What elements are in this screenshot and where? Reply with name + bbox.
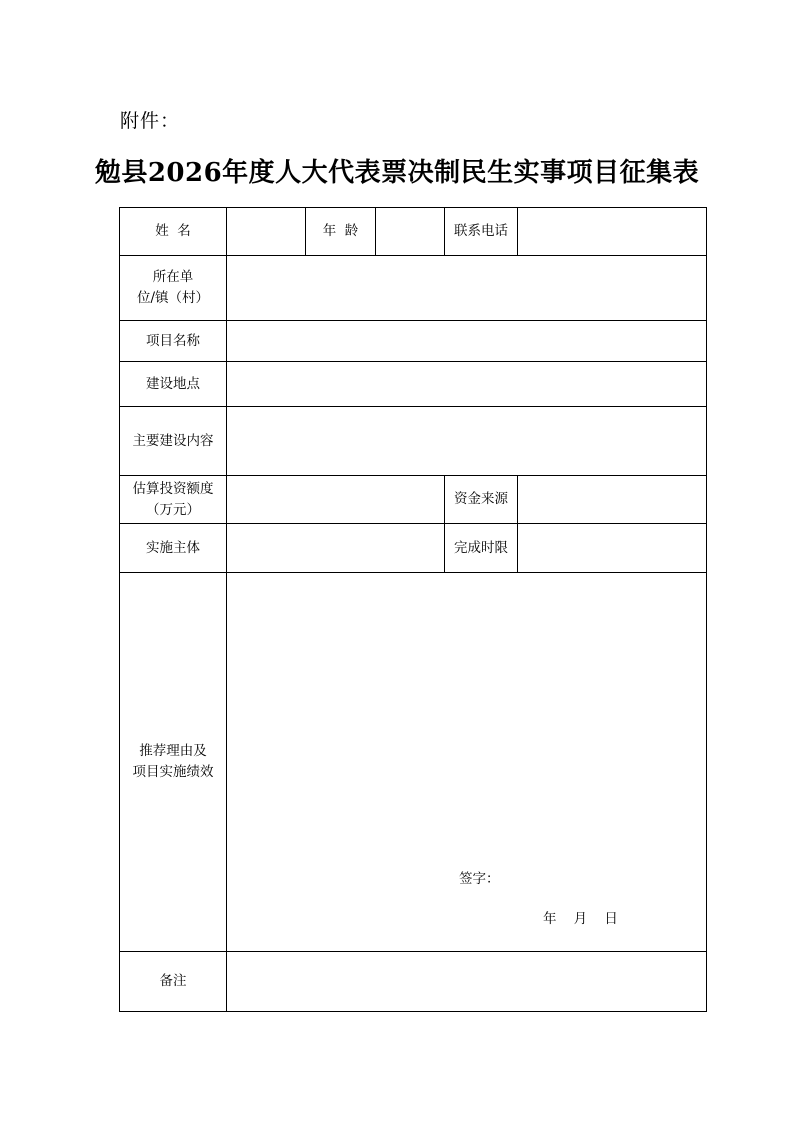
row-content — [120, 407, 707, 476]
implementer-label-text: 实施主体 — [146, 539, 200, 556]
reason-label-line2: 项目实施绩效 — [132, 764, 214, 780]
date-label: 年 月 日 — [543, 911, 618, 927]
unit-label — [120, 256, 227, 321]
row-reason — [120, 573, 707, 952]
funding-label — [445, 476, 518, 524]
location-label — [120, 362, 227, 407]
row-project-name — [120, 321, 707, 362]
signature-label: 签字： — [459, 871, 500, 887]
phone-field[interactable] — [518, 208, 707, 256]
content-field[interactable] — [227, 407, 707, 476]
investment-label-line2: （万元） — [146, 501, 200, 518]
row-investment — [120, 476, 707, 524]
reason-label — [120, 573, 227, 952]
deadline-label-text: 完成时限 — [454, 539, 508, 556]
reason-field[interactable] — [227, 573, 707, 952]
row-implementer — [120, 524, 707, 573]
row-unit — [120, 256, 707, 321]
remarks-label-text: 备注 — [159, 973, 187, 989]
content-label — [120, 407, 227, 476]
project-name-field[interactable] — [227, 321, 707, 362]
attachment-label: 附件： — [120, 110, 181, 132]
project-name-label — [120, 321, 227, 362]
deadline-label — [445, 524, 518, 573]
age-label-text: 年 龄 — [322, 223, 359, 239]
deadline-field[interactable] — [518, 524, 707, 573]
row-remarks — [120, 952, 707, 1012]
content-label-text: 主要建设内容 — [132, 432, 214, 449]
phone-label-text: 联系电话 — [454, 223, 508, 239]
funding-field[interactable] — [518, 476, 707, 524]
unit-label-line1: 所在单 — [152, 269, 194, 285]
age-label — [306, 208, 376, 256]
funding-label-text: 资金来源 — [454, 491, 508, 507]
implementer-label — [120, 524, 227, 573]
investment-field[interactable] — [227, 476, 445, 524]
remarks-field[interactable] — [227, 952, 707, 1012]
reason-label-line1: 推荐理由及 — [139, 743, 207, 759]
project-collection-form — [119, 207, 707, 1012]
remarks-label — [120, 952, 227, 1012]
implementer-field[interactable] — [227, 524, 445, 573]
name-label — [120, 208, 227, 256]
investment-label-line1: 估算投资额度 — [132, 480, 214, 497]
phone-label — [445, 208, 518, 256]
name-label-text: 姓 名 — [155, 223, 191, 239]
name-field[interactable] — [227, 208, 306, 256]
row-location — [120, 362, 707, 407]
row-personal-info — [120, 208, 707, 256]
form-title: 勉县2026年度人大代表票决制民生实事项目征集表 — [94, 158, 700, 188]
unit-field[interactable] — [227, 256, 707, 321]
unit-label-line2: 位/镇（村） — [136, 290, 210, 306]
age-field[interactable] — [376, 208, 445, 256]
location-field[interactable] — [227, 362, 707, 407]
location-label-text: 建设地点 — [146, 375, 200, 392]
project-name-label-text: 项目名称 — [146, 332, 200, 349]
investment-label — [120, 476, 227, 524]
